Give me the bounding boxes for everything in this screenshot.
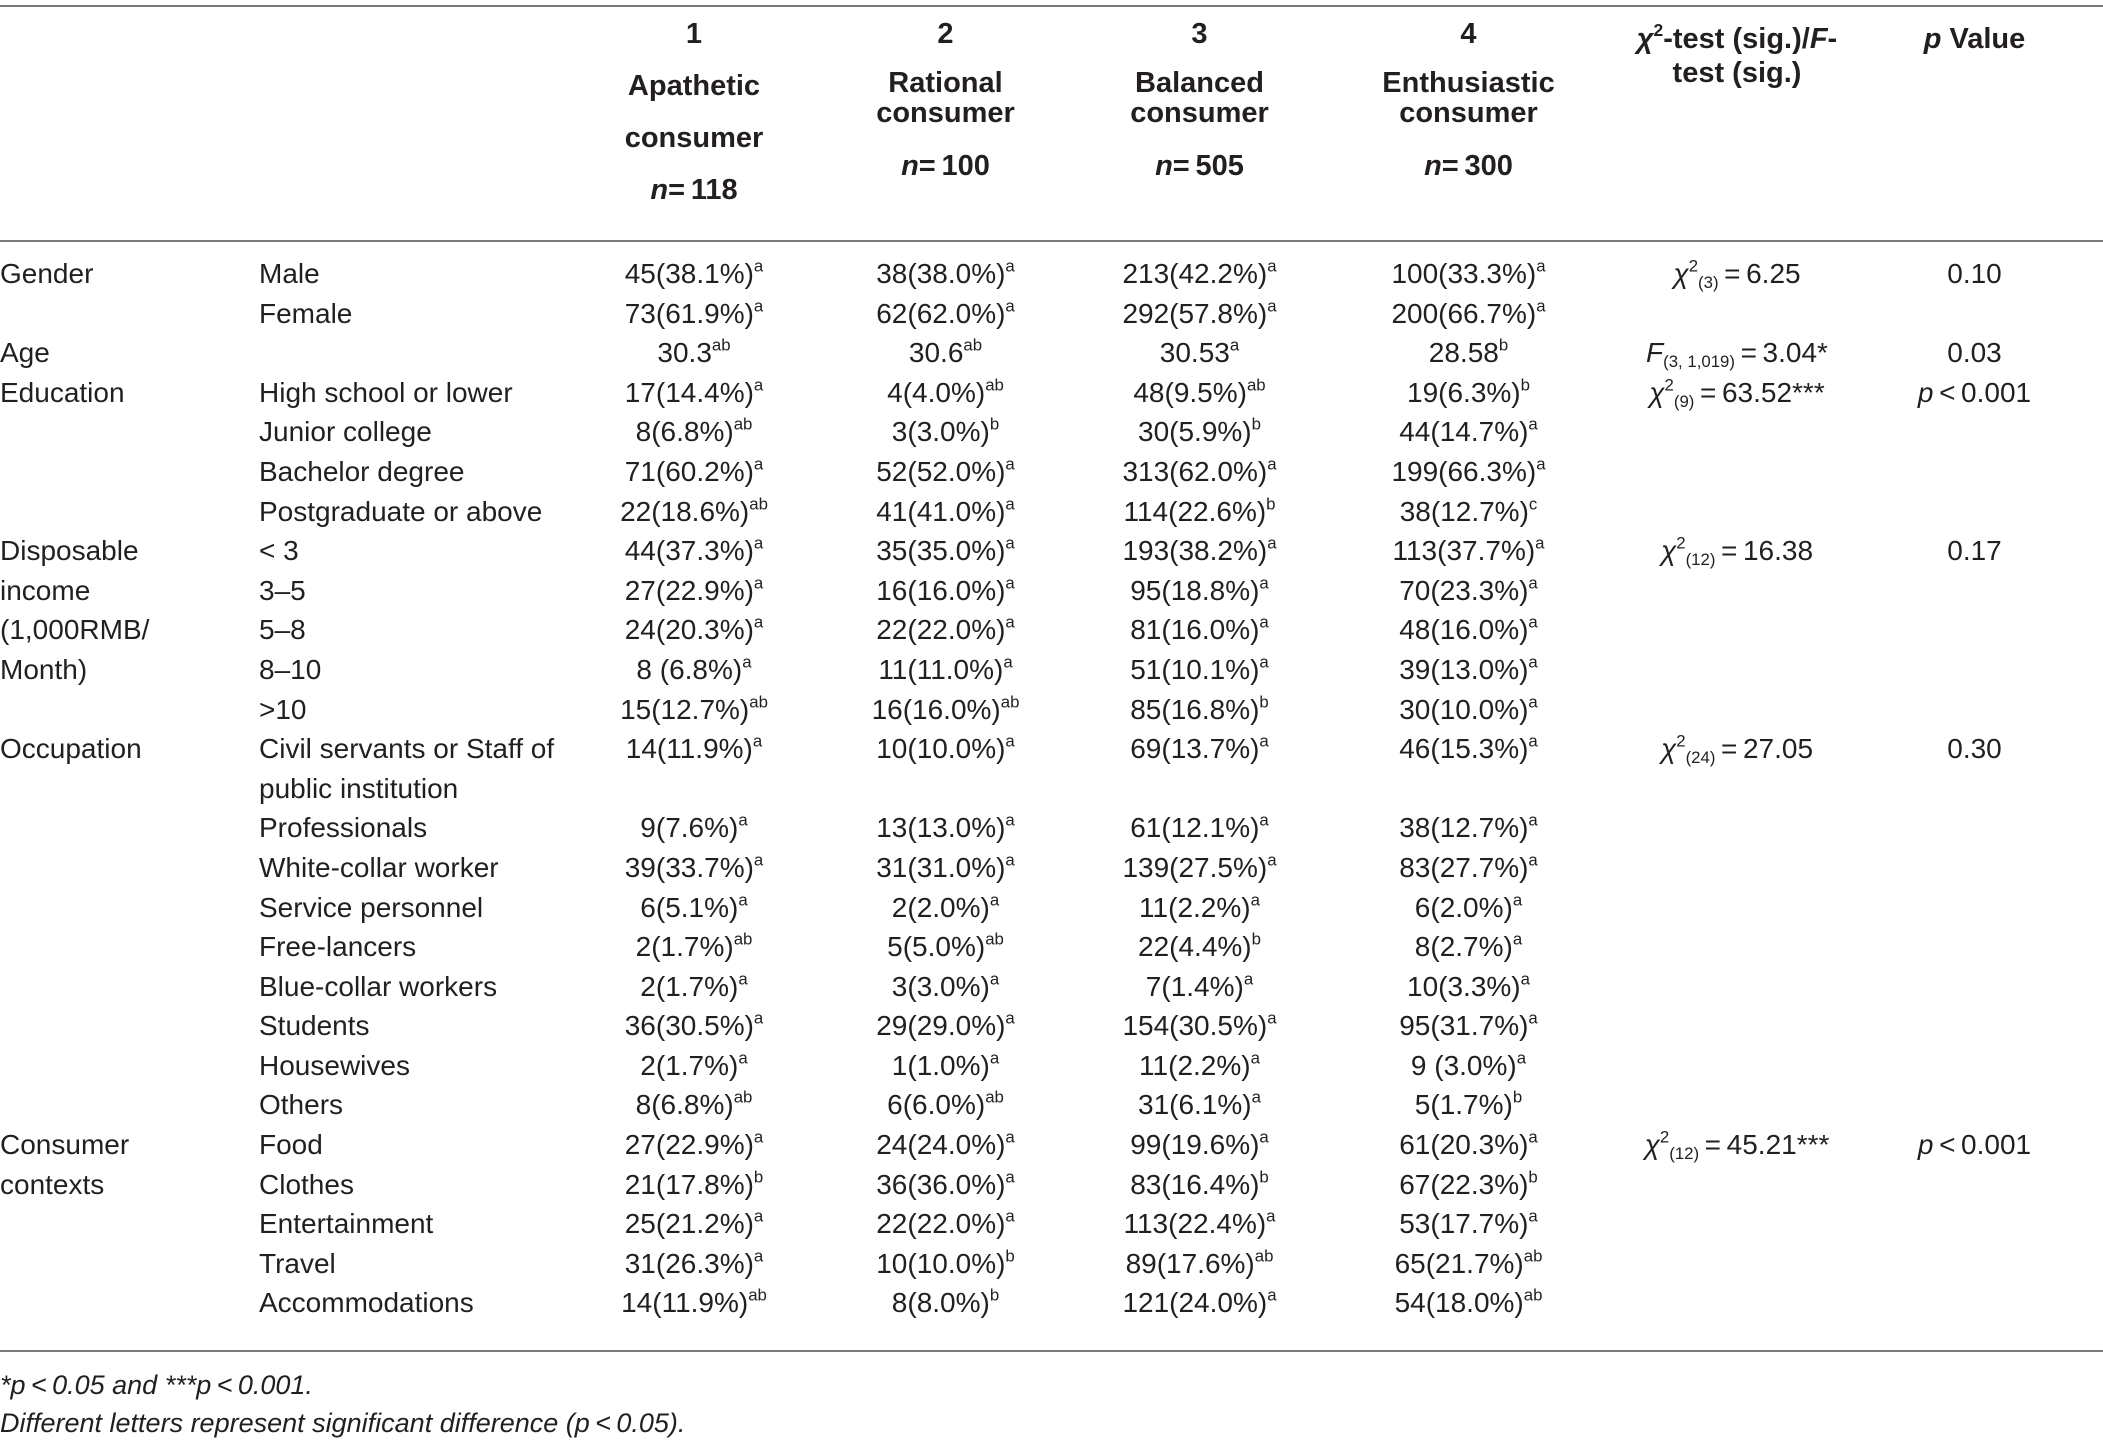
- cluster-1-cell: $2(1.7\%)^a$: [640, 968, 748, 1002]
- p-value-cell: p < 0.001: [1917, 1129, 2032, 1161]
- row-item: 8–10: [259, 653, 322, 685]
- cluster-name-line2: consumer: [624, 122, 764, 154]
- cluster-3-cell: $193(38.2\%)^a$: [1122, 533, 1277, 567]
- cluster-1-cell: $71(60.2\%)^a$: [624, 454, 764, 487]
- test-statistic-cell: $\chi^2_{(12)} = 45.21***$: [1644, 1127, 1830, 1164]
- cluster-1-cell: $27(22.9\%)^a$: [624, 573, 764, 606]
- cluster-1-cell: $8(6.8\%)^{ab}$: [635, 414, 753, 448]
- cluster-2-cell: $6(6.0\%)^{ab}$: [887, 1087, 1004, 1121]
- cluster-1-cell: $17(14.4\%)^a$: [624, 375, 764, 408]
- cluster-1-cell: $45(38.1\%)^a$: [624, 256, 764, 289]
- table-row: [0, 808, 2103, 848]
- cluster-1-cell: $73(61.9\%)^a$: [624, 295, 764, 329]
- cluster-3-cell: $51(10.1\%)^a$: [1130, 652, 1269, 685]
- cluster-4-cell: [1309, 769, 1628, 809]
- header-empty-1: [0, 8, 259, 240]
- row-category: [0, 927, 259, 967]
- cluster-n: n= 100: [901, 150, 990, 182]
- p-value-cell: [1846, 650, 2103, 690]
- cluster-2-cell: $36(36.0\%)^a$: [876, 1166, 1015, 1200]
- cluster-number: 3: [1191, 18, 1208, 50]
- cluster-2-cell: $22(22.0\%)^a$: [876, 612, 1015, 646]
- cluster-1-cell: $44(37.3\%)^a$: [624, 533, 764, 567]
- cluster-1-cell: $2(1.7\%)^a$: [640, 1048, 748, 1081]
- p-value-cell: p < 0.001: [1917, 376, 2032, 408]
- cluster-name-line2: consumer: [1130, 97, 1269, 129]
- cluster-1-cell: 8 $(6.8\%)^a$: [636, 652, 752, 685]
- test-statistic-cell: [1628, 1085, 1846, 1125]
- p-value-cell: [1846, 1283, 2103, 1323]
- cluster-2-cell: $41(41.0\%)^a$: [876, 493, 1015, 527]
- header-cluster-1: [587, 8, 801, 240]
- cluster-2-cell: $24(24.0\%)^a$: [876, 1127, 1015, 1161]
- cluster-2-cell: $8(8.0\%)^b$: [891, 1285, 1000, 1319]
- cluster-3-cell: [1090, 769, 1309, 809]
- row-category: [0, 888, 259, 928]
- row-category: Age: [0, 337, 50, 369]
- row-category: [0, 769, 259, 809]
- cluster-1-cell: $6(5.1\%)^a$: [640, 889, 748, 923]
- cluster-4-cell: $65(21.7\%)^{ab}$: [1394, 1246, 1543, 1279]
- row-item: 5–8: [259, 614, 306, 646]
- cluster-3-cell: $313(62.0\%)^a$: [1122, 454, 1277, 487]
- cluster-4-cell: $44(14.7\%)^a$: [1399, 414, 1538, 448]
- row-item: 3–5: [259, 574, 306, 606]
- p-value-cell: [1846, 1006, 2103, 1046]
- cluster-4-cell: $46(15.3\%)^a$: [1399, 731, 1538, 765]
- table-row: [0, 650, 2103, 690]
- table-row: [0, 333, 2103, 373]
- cluster-2-cell: $38(38.0\%)^a$: [876, 256, 1015, 289]
- row-category: [0, 492, 259, 532]
- row-category: income: [0, 574, 91, 606]
- cluster-4-cell: $38(12.7\%)^c$: [1399, 493, 1538, 527]
- table-row: [0, 1244, 2103, 1284]
- cluster-3-cell: $95(18.8\%)^a$: [1130, 573, 1269, 606]
- table-row: [0, 531, 2103, 571]
- test-statistic-cell: [1628, 1006, 1846, 1046]
- cluster-4-cell: $38(12.7\%)^a$: [1399, 810, 1538, 844]
- cluster-n: n= 118: [650, 174, 738, 206]
- cluster-2-cell: $62(62.0\%)^a$: [876, 295, 1015, 329]
- p-value-cell: 0.30: [1947, 733, 2002, 765]
- cluster-4-cell: $199(66.3\%)^a$: [1391, 454, 1546, 487]
- cluster-1-cell: 30.3$^{ab}$: [657, 335, 731, 369]
- test-statistic-cell: $\chi^2_{(3)} = 6.25$: [1673, 256, 1801, 293]
- cluster-1-cell: $2(1.7\%)^{ab}$: [635, 929, 753, 963]
- row-category: Month): [0, 653, 88, 685]
- cluster-2-cell: $16(16.0\%)^{ab}$: [871, 691, 1020, 725]
- cluster-3-cell: $121(24.0\%)^a$: [1122, 1285, 1277, 1319]
- table-row: [0, 1085, 2103, 1125]
- cluster-4-cell: $83(27.7\%)^a$: [1399, 850, 1538, 883]
- p-value-cell: [1846, 927, 2103, 967]
- p-value-cell: [1846, 1046, 2103, 1086]
- test-statistic-cell: $\chi^2_{(9)} = 63.52***$: [1649, 375, 1825, 411]
- cluster-4-cell: $70(23.3\%)^a$: [1399, 573, 1538, 606]
- row-category: [0, 1283, 259, 1323]
- row-category: Consumer: [0, 1129, 130, 1161]
- row-item: Bachelor degree: [259, 455, 465, 487]
- test-statistic-cell: [1628, 927, 1846, 967]
- cluster-3-cell: $85(16.8\%)^b$: [1130, 691, 1269, 725]
- cluster-4-cell: $10(3.3\%)^a$: [1407, 968, 1530, 1002]
- cluster-4-cell: $5(1.7\%)^b$: [1414, 1087, 1523, 1121]
- cluster-3-cell: $213(42.2\%)^a$: [1122, 256, 1277, 289]
- p-value-cell: [1846, 1165, 2103, 1205]
- p-value-cell: [1846, 690, 2103, 730]
- cluster-1-cell: $9(7.6\%)^a$: [640, 810, 748, 844]
- p-value-cell: [1846, 848, 2103, 888]
- cluster-name: Rational: [888, 67, 1003, 99]
- cluster-name: Apathetic: [627, 70, 761, 102]
- cluster-1-cell: [587, 769, 801, 809]
- test-statistic-cell: [1628, 690, 1846, 730]
- cluster-3-cell: $292(57.8\%)^a$: [1122, 295, 1277, 329]
- table-row: [0, 1283, 2103, 1323]
- row-category: [0, 1244, 259, 1284]
- cluster-3-cell: $154(30.5\%)^a$: [1122, 1008, 1277, 1042]
- row-item: Female: [259, 297, 353, 329]
- cluster-2-cell: $11(11.0\%)^a$: [878, 652, 1013, 685]
- row-item: Junior college: [259, 416, 432, 448]
- row-item: Food: [259, 1129, 323, 1161]
- p-value-cell: [1846, 808, 2103, 848]
- cluster-3-cell: $31(6.1\%)^a$: [1138, 1087, 1261, 1121]
- row-item: Entertainment: [259, 1208, 434, 1240]
- cluster-2-cell: $29(29.0\%)^a$: [876, 1008, 1015, 1042]
- test-statistic-cell: $\chi^2_{(24)} = 27.05$: [1660, 731, 1814, 768]
- cluster-2-cell: $3(3.0\%)^a$: [891, 968, 1000, 1002]
- row-category: [0, 1006, 259, 1046]
- cluster-4-cell: $67(22.3\%)^b$: [1399, 1166, 1538, 1200]
- table-row: [0, 492, 2103, 532]
- p-value-cell: [1846, 888, 2103, 928]
- cluster-2-cell: $31(31.0\%)^a$: [876, 850, 1015, 883]
- test-statistic-cell: [1628, 888, 1846, 928]
- cluster-3-cell: $11(2.2\%)^a$: [1139, 1048, 1260, 1081]
- row-item: Housewives: [259, 1049, 410, 1081]
- table-row: [0, 610, 2103, 650]
- cluster-3-cell: $61(12.1\%)^a$: [1130, 810, 1269, 844]
- row-item: Blue-collar workers: [259, 970, 498, 1002]
- cluster-1-cell: $31(26.3\%)^a$: [624, 1246, 764, 1279]
- table-row: [0, 373, 2103, 413]
- p-value-cell: 0.17: [1947, 535, 2002, 567]
- cluster-3-cell: $114(22.6\%)^b$: [1123, 493, 1276, 527]
- row-category: Occupation: [0, 733, 142, 765]
- cluster-3-cell: $69(13.7\%)^a$: [1130, 731, 1269, 765]
- table-row: [0, 690, 2103, 730]
- table-row: [0, 1204, 2103, 1244]
- cluster-2-cell: $22(22.0\%)^a$: [876, 1206, 1015, 1240]
- header-test-column: [1628, 8, 1846, 240]
- row-item: High school or lower: [259, 376, 513, 408]
- p-value-cell: [1846, 452, 2103, 492]
- table-row: [0, 848, 2103, 888]
- cluster-2-cell: $3(3.0\%)^b$: [891, 414, 1000, 448]
- table-row: [0, 294, 2103, 334]
- header-cluster-2: [801, 8, 1090, 240]
- test-statistic-cell: [1628, 808, 1846, 848]
- footnote-significance: *p < 0.05 and ***p < 0.001.: [0, 1370, 313, 1400]
- cluster-2-cell: $2(2.0\%)^a$: [891, 889, 1000, 923]
- test-header-line2: test (sig.): [1672, 57, 1802, 89]
- cluster-3-cell: $7(1.4\%)^a$: [1145, 968, 1254, 1002]
- row-item: Others: [259, 1089, 344, 1121]
- cluster-1-cell: $25(21.2\%)^a$: [624, 1206, 764, 1240]
- row-category: Gender: [0, 258, 94, 289]
- row-category: [0, 808, 259, 848]
- cluster-number: 1: [685, 18, 703, 50]
- footnote-letters: Different letters represent significant difference (p < 0.05).: [0, 1408, 686, 1438]
- test-statistic-cell: [1628, 769, 1846, 809]
- table-row: [0, 571, 2103, 611]
- table-footnotes: [0, 1366, 2103, 1442]
- header-empty-2: [259, 8, 587, 240]
- table-header-row: [0, 8, 2103, 240]
- cluster-1-cell: $21(17.8\%)^b$: [624, 1166, 764, 1200]
- cluster-4-cell: $19(6.3\%)^b$: [1407, 375, 1530, 408]
- cluster-n: n= 300: [1424, 150, 1513, 182]
- cluster-name-line2: consumer: [876, 97, 1015, 129]
- row-category: [0, 848, 259, 888]
- cluster-2-cell: 30.6$^{ab}$: [908, 335, 983, 369]
- row-category: (1,000RMB/: [0, 614, 150, 646]
- header-cluster-4: [1309, 8, 1628, 240]
- cluster-number: 4: [1460, 18, 1477, 50]
- cluster-1-cell: $22(18.6\%)^{ab}$: [620, 493, 768, 527]
- test-statistic-cell: $F_{(3, 1,019)} = 3.04*$: [1646, 337, 1828, 372]
- cluster-3-cell: $83(16.4\%)^b$: [1130, 1166, 1269, 1200]
- cluster-1-cell: $27(22.9\%)^a$: [624, 1127, 764, 1161]
- cluster-4-cell: $30(10.0\%)^a$: [1399, 691, 1538, 725]
- row-category: [0, 1046, 259, 1086]
- cluster-4-cell: $39(13.0\%)^a$: [1399, 652, 1538, 685]
- row-item: public institution: [259, 772, 459, 804]
- cluster-3-cell: $48(9.5\%)^{ab}$: [1133, 375, 1266, 408]
- cluster-4-cell: $6(2.0\%)^a$: [1414, 889, 1523, 923]
- row-category: [0, 1204, 259, 1244]
- cluster-1-cell: $14(11.9\%)^a$: [625, 731, 763, 765]
- test-statistic-cell: [1628, 452, 1846, 492]
- test-statistic-cell: [1628, 650, 1846, 690]
- table-row: [0, 729, 2103, 769]
- cluster-1-cell: $39(33.7\%)^a$: [624, 850, 764, 883]
- test-header-line1: $\chi^2$-test (sig.)/F-: [1636, 19, 1838, 55]
- p-value-cell: [1846, 571, 2103, 611]
- row-item: Accommodations: [259, 1287, 474, 1319]
- test-statistic-cell: $\chi^2_{(12)} = 16.38$: [1660, 533, 1814, 570]
- p-value-cell: [1846, 1244, 2103, 1284]
- p-value-cell: [1846, 294, 2103, 334]
- cluster-2-cell: $35(35.0\%)^a$: [876, 533, 1015, 567]
- p-value-cell: [1846, 1204, 2103, 1244]
- cluster-3-cell: $81(16.0\%)^a$: [1130, 612, 1269, 646]
- cluster-name-line2: consumer: [1399, 97, 1538, 129]
- table-row: [0, 1046, 2103, 1086]
- row-item: Male: [259, 258, 320, 289]
- cluster-2-cell: $4(4.0\%)^{ab}$: [887, 375, 1004, 408]
- header-cluster-3: [1090, 8, 1309, 240]
- cluster-3-cell: $139(27.5\%)^a$: [1122, 850, 1277, 883]
- test-statistic-cell: [1628, 1204, 1846, 1244]
- table-row: [0, 240, 2103, 294]
- cluster-number: 2: [937, 18, 954, 50]
- table-row: [0, 1006, 2103, 1046]
- cluster-2-cell: $5(5.0\%)^{ab}$: [887, 929, 1004, 963]
- cluster-3-cell: $99(19.6\%)^a$: [1130, 1127, 1269, 1161]
- row-item: Professionals: [259, 812, 428, 844]
- cluster-1-cell: $24(20.3\%)^a$: [624, 612, 764, 646]
- p-value-cell: [1846, 967, 2103, 1007]
- cluster-4-cell: 9 $(3.0\%)^a$: [1410, 1048, 1527, 1081]
- cluster-1-cell: $8(6.8\%)^{ab}$: [635, 1087, 753, 1121]
- cluster-4-cell: $48(16.0\%)^a$: [1399, 612, 1538, 646]
- test-statistic-cell: [1628, 492, 1846, 532]
- row-category: [0, 967, 259, 1007]
- test-statistic-cell: [1628, 412, 1846, 452]
- row-item: Travel: [259, 1247, 336, 1279]
- cluster-4-cell: $113(37.7\%)^a$: [1392, 533, 1545, 567]
- cluster-4-cell: $95(31.7\%)^a$: [1399, 1008, 1538, 1042]
- cluster-3-cell: $30(5.9\%)^b$: [1138, 414, 1261, 448]
- top-rule: [0, 5, 2103, 7]
- cluster-name: Enthusiastic: [1382, 67, 1555, 99]
- table-row: [0, 452, 2103, 492]
- test-statistic-cell: [1628, 1244, 1846, 1284]
- row-item: >10: [259, 693, 307, 725]
- table-row: [0, 412, 2103, 452]
- demographics-table: [0, 8, 2103, 1323]
- row-item: Free-lancers: [259, 931, 417, 963]
- cluster-2-cell: $10(10.0\%)^b$: [876, 1246, 1015, 1279]
- cluster-2-cell: $10(10.0\%)^a$: [876, 731, 1015, 765]
- cluster-2-cell: $1(1.0\%)^a$: [891, 1048, 1000, 1081]
- cluster-4-cell: $53(17.7\%)^a$: [1399, 1206, 1538, 1240]
- cluster-4-cell: $8(2.7\%)^a$: [1414, 929, 1523, 963]
- cluster-4-cell: $54(18.0\%)^{ab}$: [1394, 1285, 1543, 1319]
- table-row: [0, 1165, 2103, 1205]
- cluster-1-cell: $36(30.5\%)^a$: [624, 1008, 764, 1042]
- row-item: Clothes: [259, 1168, 354, 1200]
- cluster-n: n= 505: [1155, 150, 1244, 182]
- cluster-1-cell: $15(12.7\%)^{ab}$: [620, 691, 768, 725]
- cluster-2-cell: $13(13.0\%)^a$: [876, 810, 1015, 844]
- cluster-2-cell: $52(52.0\%)^a$: [876, 454, 1015, 487]
- test-statistic-cell: [1628, 967, 1846, 1007]
- row-category: [0, 294, 259, 334]
- table-row: [0, 1125, 2103, 1165]
- row-category: Education: [0, 376, 125, 408]
- p-value-cell: 0.10: [1947, 258, 2002, 289]
- test-statistic-cell: [1628, 571, 1846, 611]
- row-item: White-collar worker: [259, 851, 499, 883]
- p-value-cell: [1846, 1085, 2103, 1125]
- cluster-name: Balanced: [1135, 67, 1264, 99]
- cluster-1-cell: $14(11.9\%)^{ab}$: [621, 1285, 767, 1319]
- row-item: Students: [259, 1010, 370, 1042]
- p-value-cell: [1846, 492, 2103, 532]
- cluster-3-cell: $89(17.6\%)^{ab}$: [1125, 1246, 1274, 1279]
- row-item: Civil servants or Staff of: [259, 733, 555, 765]
- table-row: [0, 769, 2103, 809]
- cluster-3-cell: $22(4.4\%)^b$: [1138, 929, 1261, 963]
- row-item: [259, 333, 587, 373]
- table-row: [0, 927, 2103, 967]
- header-p-value: [1846, 8, 2103, 240]
- test-statistic-cell: [1628, 1046, 1846, 1086]
- cluster-4-cell: $200(66.7\%)^a$: [1391, 295, 1546, 329]
- test-statistic-cell: [1628, 1283, 1846, 1323]
- cluster-3-cell: $11(2.2\%)^a$: [1139, 889, 1260, 923]
- row-category: Disposable: [0, 535, 139, 567]
- row-category: [0, 412, 259, 452]
- test-statistic-cell: [1628, 294, 1846, 334]
- p-value-cell: [1846, 769, 2103, 809]
- cluster-3-cell: 30.53$^a$: [1159, 335, 1240, 369]
- row-category: [0, 1085, 259, 1125]
- test-statistic-cell: [1628, 848, 1846, 888]
- cluster-3-cell: $113(22.4\%)^a$: [1123, 1206, 1276, 1240]
- p-value-label: p Value: [1923, 23, 2026, 55]
- test-statistic-cell: [1628, 1165, 1846, 1205]
- row-item: Postgraduate or above: [259, 495, 543, 527]
- row-category: contexts: [0, 1168, 105, 1200]
- cluster-2-cell: $16(16.0\%)^a$: [876, 573, 1015, 606]
- cluster-4-cell: $61(20.3\%)^a$: [1399, 1127, 1538, 1161]
- row-category: [0, 452, 259, 492]
- cluster-4-cell: 28.58$^b$: [1428, 335, 1509, 369]
- bottom-rule: [0, 1350, 2103, 1352]
- row-item: Service personnel: [259, 891, 484, 923]
- cluster-4-cell: $100(33.3\%)^a$: [1391, 256, 1546, 289]
- p-value-cell: [1846, 412, 2103, 452]
- table-row: [0, 888, 2103, 928]
- p-value-cell: 0.03: [1947, 337, 2002, 369]
- test-statistic-cell: [1628, 610, 1846, 650]
- row-category: [0, 690, 259, 730]
- table-row: [0, 967, 2103, 1007]
- p-value-cell: [1846, 610, 2103, 650]
- row-item: < 3: [259, 535, 299, 567]
- cluster-2-cell: [801, 769, 1090, 809]
